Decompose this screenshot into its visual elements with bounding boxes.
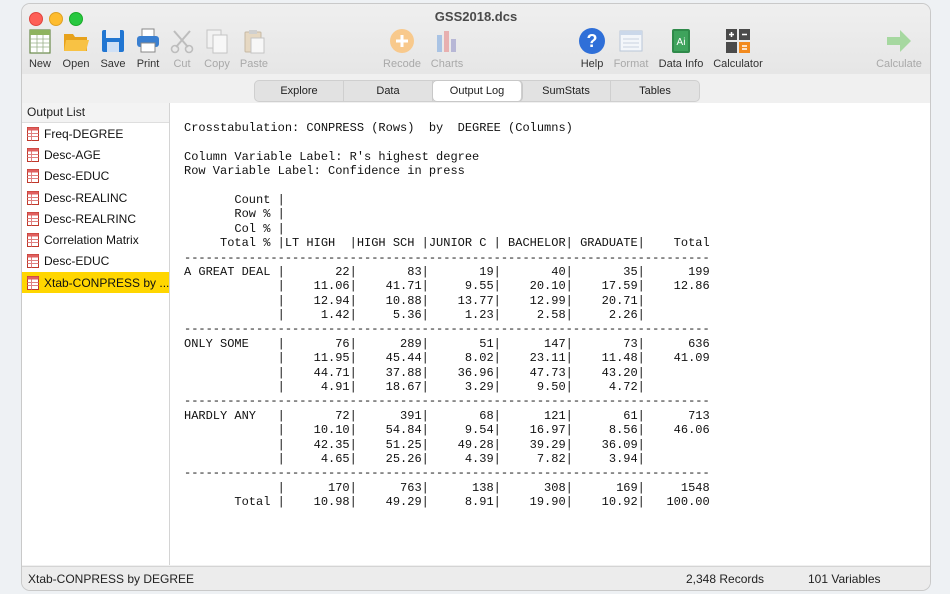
svg-text:?: ?: [586, 31, 598, 51]
table-doc-icon: [27, 127, 39, 141]
plus-circle-icon: [388, 27, 416, 55]
output-line: Col % |: [184, 221, 285, 236]
app-window: [22, 4, 930, 590]
status-variables: 101 Variables: [808, 572, 881, 586]
copy-label: Copy: [204, 58, 230, 70]
table-doc-icon: [27, 148, 39, 162]
output-line: Count |: [184, 192, 285, 207]
list-item[interactable]: [22, 123, 169, 144]
list-item[interactable]: [22, 208, 169, 229]
paste-icon: [240, 27, 268, 55]
table-doc-icon: [27, 212, 39, 226]
list-item[interactable]: [22, 187, 169, 208]
output-line: Crosstabulation: CONPRESS (Rows) by DEGREE (Columns): [184, 121, 573, 135]
calculate-label: Calculate: [876, 58, 922, 70]
table-doc-icon: [27, 169, 39, 183]
output-line: Row % |: [184, 207, 285, 222]
list-item-label: Desc-REALRINC: [44, 211, 137, 226]
table-doc-icon: [27, 254, 39, 268]
data-info-label: Data Info: [658, 58, 704, 70]
calculator-icon: [724, 27, 752, 55]
list-item-label: Desc-REALINC: [44, 190, 128, 205]
output-line: -------------------------------------------------------------------------: [184, 250, 710, 265]
svg-text:Ai: Ai: [676, 37, 686, 48]
output-line: Total | 10.98| 49.29| 8.91| 19.90| 10.92| 100.00: [184, 495, 710, 510]
output-line: -------------------------------------------------------------------------: [184, 322, 710, 337]
output-line: | 42.35| 51.25| 49.28| 39.29| 36.09|: [184, 437, 645, 452]
tab-sumstats[interactable]: SumStats: [522, 81, 611, 101]
tab-tables[interactable]: Tables: [639, 85, 671, 97]
output-line: HARDLY ANY | 72| 391| 68| 121| 61| 713: [184, 408, 710, 423]
list-item-label: Correlation Matrix: [44, 233, 139, 248]
crosstab-output-text: [184, 121, 710, 510]
status-selection: Xtab-CONPRESS by DEGREE: [28, 572, 195, 586]
output-line: | 4.65| 25.26| 4.39| 7.82| 3.94|: [184, 451, 645, 466]
list-item[interactable]: [22, 144, 169, 165]
charts-button[interactable]: [417, 27, 477, 70]
list-item-label: Desc-EDUC: [44, 169, 110, 184]
calculator-button[interactable]: [708, 27, 768, 70]
output-line: A GREAT DEAL | 22| 83| 19| 40| 35| 199: [184, 264, 710, 279]
output-list-panel: [22, 103, 170, 565]
paste-label: Paste: [239, 58, 269, 70]
list-item[interactable]: [22, 272, 169, 293]
table-doc-icon: [27, 233, 39, 247]
calculator-label: Calculator: [713, 58, 763, 70]
print-label: Print: [136, 58, 160, 70]
status-bar: [22, 566, 930, 590]
open-label: Open: [62, 58, 90, 70]
save-label: Save: [100, 58, 126, 70]
list-item[interactable]: [22, 229, 169, 250]
output-line: | 4.91| 18.67| 3.29| 9.50| 4.72|: [184, 380, 645, 395]
cut-label: Cut: [173, 58, 191, 70]
list-item-label: Freq-DEGREE: [44, 126, 124, 141]
tab-explore[interactable]: Explore: [255, 81, 344, 101]
list-item[interactable]: [22, 166, 169, 187]
output-list-header: Output List: [22, 103, 169, 123]
table-doc-icon: [27, 276, 39, 290]
recode-label: Recode: [383, 58, 421, 70]
output-line: | 10.10| 54.84| 9.54| 16.97| 8.56| 46.06: [184, 423, 710, 438]
paste-button[interactable]: [224, 27, 284, 70]
output-line: | 11.95| 45.44| 8.02| 23.11| 11.48| 41.09: [184, 351, 710, 366]
format-label: Format: [613, 58, 649, 70]
output-line: | 170| 763| 138| 308| 169| 1548: [184, 480, 710, 495]
charts-label: Charts: [430, 58, 464, 70]
tab-data[interactable]: Data: [344, 81, 433, 101]
new-label: New: [28, 58, 51, 70]
output-line: Total % |LT HIGH |HIGH SCH |JUNIOR C | BACHELOR| GRADUATE| Total: [184, 236, 710, 251]
data-info-book-icon: [667, 27, 695, 55]
output-line: ONLY SOME | 76| 289| 51| 147| 73| 636: [184, 336, 710, 351]
toolbar: [22, 4, 930, 74]
format-window-icon: [617, 27, 645, 55]
output-line: Row Variable Label: Confidence in press: [184, 164, 465, 179]
window-title: GSS2018.dcs: [434, 9, 518, 24]
bar-chart-icon: [433, 27, 461, 55]
status-records: 2,348 Records: [686, 572, 765, 586]
output-line: | 44.71| 37.88| 36.96| 47.73| 43.20|: [184, 365, 645, 380]
output-line: | 11.06| 41.71| 9.55| 20.10| 17.59| 12.86: [184, 279, 710, 294]
help-label: Help: [580, 58, 604, 70]
output-line: [184, 179, 710, 193]
output-line: -------------------------------------------------------------------------: [184, 394, 710, 409]
right-arrow-icon: [885, 27, 913, 55]
output-line: Column Variable Label: R's highest degree: [184, 149, 480, 164]
calculate-button[interactable]: [869, 27, 929, 70]
table-doc-icon: [27, 191, 39, 205]
view-tab-bar: [254, 80, 700, 102]
output-line: [184, 135, 710, 149]
tab-output-log[interactable]: Output Log: [433, 81, 522, 101]
list-item-label: Desc-AGE: [44, 147, 101, 162]
output-line: | 12.94| 10.88| 13.77| 12.99| 20.71|: [184, 293, 645, 308]
output-list: [22, 123, 169, 293]
list-item-label: Xtab-CONPRESS by ...: [44, 275, 169, 290]
output-line: | 1.42| 5.36| 1.23| 2.58| 2.26|: [184, 308, 645, 323]
list-item-label: Desc-EDUC: [44, 254, 110, 269]
data-info-button[interactable]: [651, 27, 711, 70]
list-item[interactable]: [22, 251, 169, 272]
output-log-panel[interactable]: [170, 103, 930, 565]
output-line: -------------------------------------------------------------------------: [184, 466, 710, 481]
